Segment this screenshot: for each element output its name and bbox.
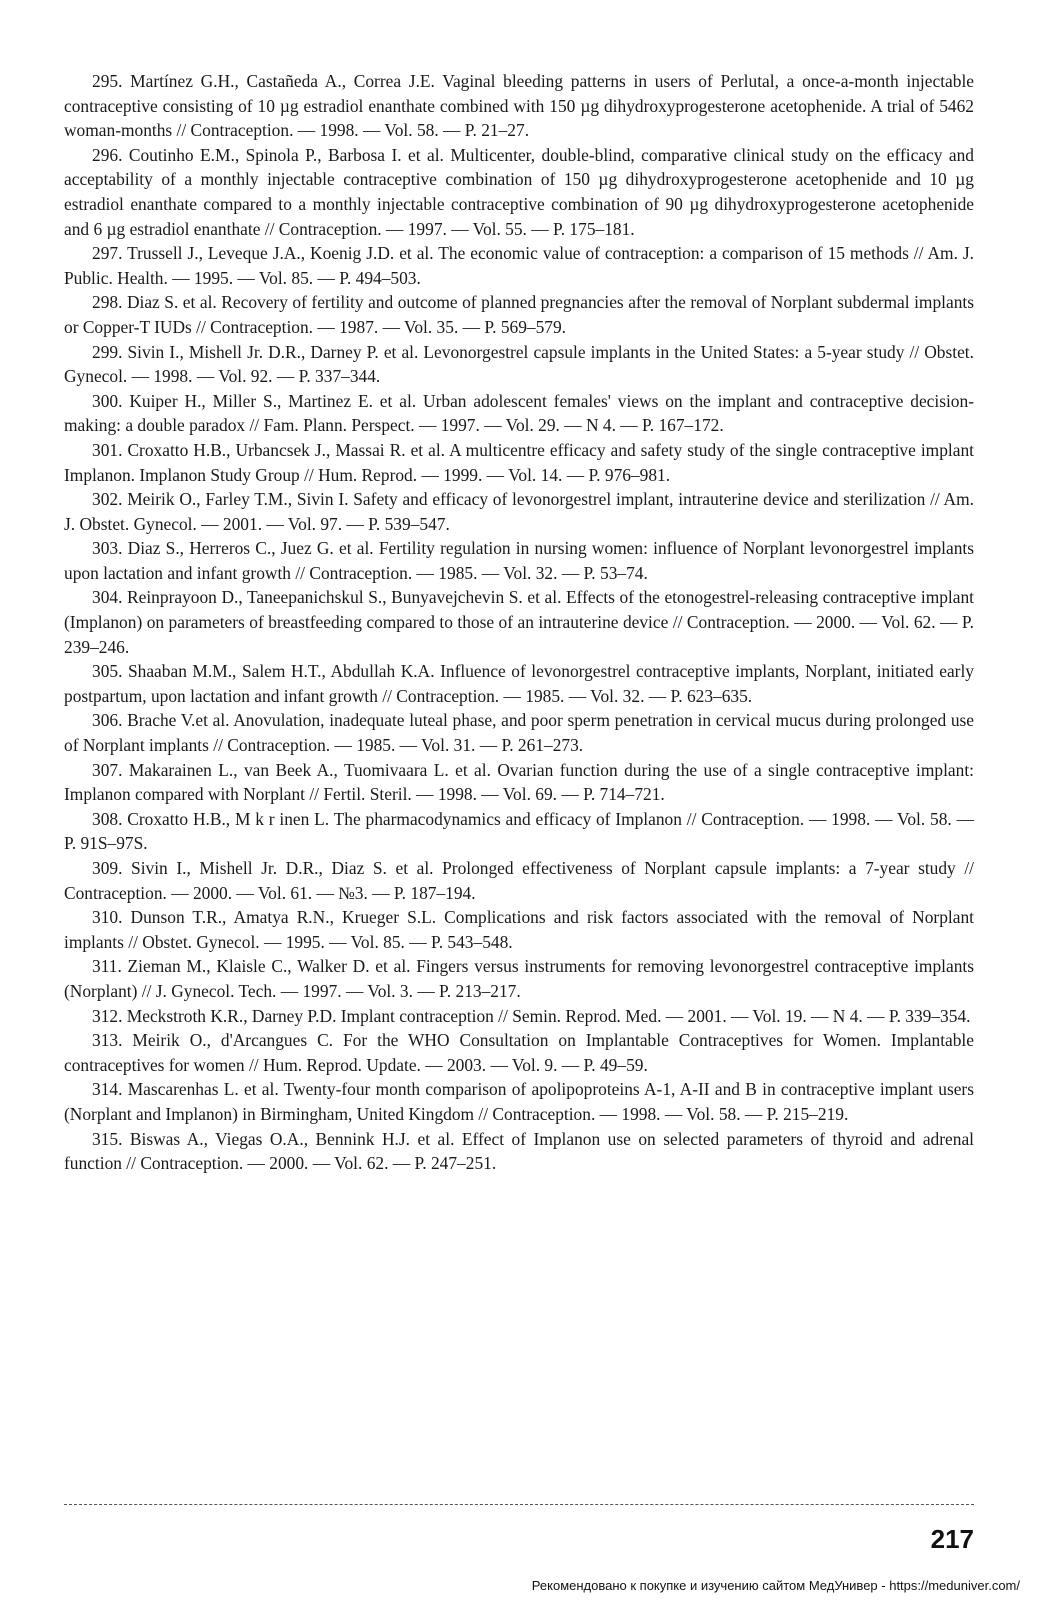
footer-recommendation-note: Рекомендовано к покупке и изучению сайтом МедУнивер - https://meduniver.com/ xyxy=(531,1578,1020,1593)
reference-308: 308. Croxatto H.B., M k r inen L. The pharmacodynamics and efficacy of Implanon // Contraception. — 1998. — Vol. 58. — P. 91S–97S. xyxy=(64,808,974,854)
reference-312: 312. Meckstroth K.R., Darney P.D. Implant contraception // Semin. Reprod. Med. — 2001. — Vol. 19. — N 4. — P. 339–354. xyxy=(92,1005,971,1026)
reference-299: 299. Sivin I., Mishell Jr. D.R., Darney P. et al. Levonorgestrel capsule implants in the United States: a 5-year study // Obstet. Gynecol. — 1998. — Vol. 92. — P. 337–344. xyxy=(64,341,974,387)
page-number: 217 xyxy=(930,1524,974,1554)
reference-298: 298. Diaz S. et al. Recovery of fertility and outcome of planned pregnancies after the removal of Norplant subdermal implants or Copper-T IUDs // Contraception. — 1987. — Vol. 35. — P. 569–579. xyxy=(64,292,974,337)
reference-list xyxy=(64,69,974,1176)
reference-303: 303. Diaz S., Herreros C., Juez G. et al. Fertility regulation in nursing women: influence of Norplant levonorgestrel implants upon lactation and infant growth // Contraception. — 1985. — Vol. 32. — P. 53–74. xyxy=(64,538,974,583)
reference-301: 301. Croxatto H.B., Urbancsek J., Massai R. et al. A multicentre efficacy and safety study of the single contraceptive implant Implanon. Implanon Study Group // Hum. Reprod. — 1999. — Vol. 14. — P. 976–981. xyxy=(64,439,974,485)
reference-297: 297. Trussell J., Leveque J.A., Koenig J.D. et al. The economic value of contraception: a comparison of 15 methods // Am. J. Public. Health. — 1995. — Vol. 85. — P. 494–503. xyxy=(64,243,974,288)
footer-divider xyxy=(64,1504,974,1505)
reference-306: 306. Brache V.et al. Anovulation, inadequate luteal phase, and poor sperm penetration in cervical mucus during prolonged use of Norplant implants // Contraception. — 1985. — Vol. 31. — P. 261–273. xyxy=(64,710,974,756)
reference-296: 296. Coutinho E.M., Spinola P., Barbosa I. et al. Multicenter, double-blind, comparative clinical study on the efficacy and acceptability of a monthly injectable contraceptive combination of 150 µg dihydroxyprogesterone acetophenide and 10 µg estradiol enanthate compared to a monthly injectable contraceptive combination of 90 µg dihydroxyprogesterone acetophenide and 6 µg estradiol enanthate // Contraception. — 1997. — Vol. 55. — P. 175–181. xyxy=(64,144,974,239)
reference-305: 305. Shaaban M.M., Salem H.T., Abdullah K.A. Influence of levonorgestrel contraceptive implants, Norplant, initiated early postpartum, upon lactation and infant growth // Contraception. — 1985. — Vol. 32. — P. 623–635. xyxy=(64,661,974,706)
reference-309: 309. Sivin I., Mishell Jr. D.R., Diaz S. et al. Prolonged effectiveness of Norplant capsule implants: a 7-year study // Contraception. — 2000. — Vol. 61. — №3. — P. 187–194. xyxy=(64,858,974,903)
reference-314: 314. Mascarenhas L. et al. Twenty-four month comparison of apolipoproteins A-1, A-II and B in contraceptive implant users (Norplant and Implanon) in Birmingham, United Kingdom // Contraception. — 1998. — Vol. 58. — P. 215–219. xyxy=(64,1079,974,1124)
reference-307: 307. Makarainen L., van Beek A., Tuomivaara L. et al. Ovarian function during the use of a single contraceptive implant: Implanon compared with Norplant // Fertil. Steril. — 1998. — Vol. 69. — P. 714–721. xyxy=(64,759,974,805)
reference-310: 310. Dunson T.R., Amatya R.N., Krueger S.L. Complications and risk factors associated with the removal of Norplant implants // Obstet. Gynecol. — 1995. — Vol. 85. — P. 543–548. xyxy=(64,907,974,952)
reference-295: 295. Martínez G.H., Castañeda A., Correa J.E. Vaginal bleeding patterns in users of Perlutal, a once-a-month injectable contraceptive consisting of 10 µg estradiol enanthate combined with 150 µg dihydroxyprogesterone acetophenide. A trial of 5462 woman-months // Contraception. — 1998. — Vol. 58. — P. 21–27. xyxy=(64,71,974,141)
reference-313: 313. Meirik O., d'Arcangues C. For the WHO Consultation on Implantable Contraceptives for Women. Implantable contraceptives for women // Hum. Reprod. Update. — 2003. — Vol. 9. — P. 49–59. xyxy=(64,1030,974,1075)
reference-315: 315. Biswas A., Viegas O.A., Bennink H.J. et al. Effect of Implanon use on selected parameters of thyroid and adrenal function // Contraception. — 2000. — Vol. 62. — P. 247–251. xyxy=(64,1128,974,1174)
reference-302: 302. Meirik O., Farley T.M., Sivin I. Safety and efficacy of levonorgestrel implant, intrauterine device and sterilization // Am. J. Obstet. Gynecol. — 2001. — Vol. 97. — P. 539–547. xyxy=(64,489,974,534)
reference-304: 304. Reinprayoon D., Taneepanichskul S., Bunyavejchevin S. et al. Effects of the etonogestrel-releasing contraceptive implant (Implanon) on parameters of breastfeeding compared to those of an intrauterine device // Contraception. — 2000. — Vol. 62. — P. 239–246. xyxy=(64,587,974,657)
reference-300: 300. Kuiper H., Miller S., Martinez E. et al. Urban adolescent females' views on the implant and contraceptive decision-making: a double paradox // Fam. Plann. Perspect. — 1997. — Vol. 29. — N 4. — P. 167–172. xyxy=(64,390,974,436)
reference-311: 311. Zieman M., Klaisle C., Walker D. et al. Fingers versus instruments for removing levonorgestrel contraceptive implants (Norplant) // J. Gynecol. Tech. — 1997. — Vol. 3. — P. 213–217. xyxy=(64,956,974,1001)
